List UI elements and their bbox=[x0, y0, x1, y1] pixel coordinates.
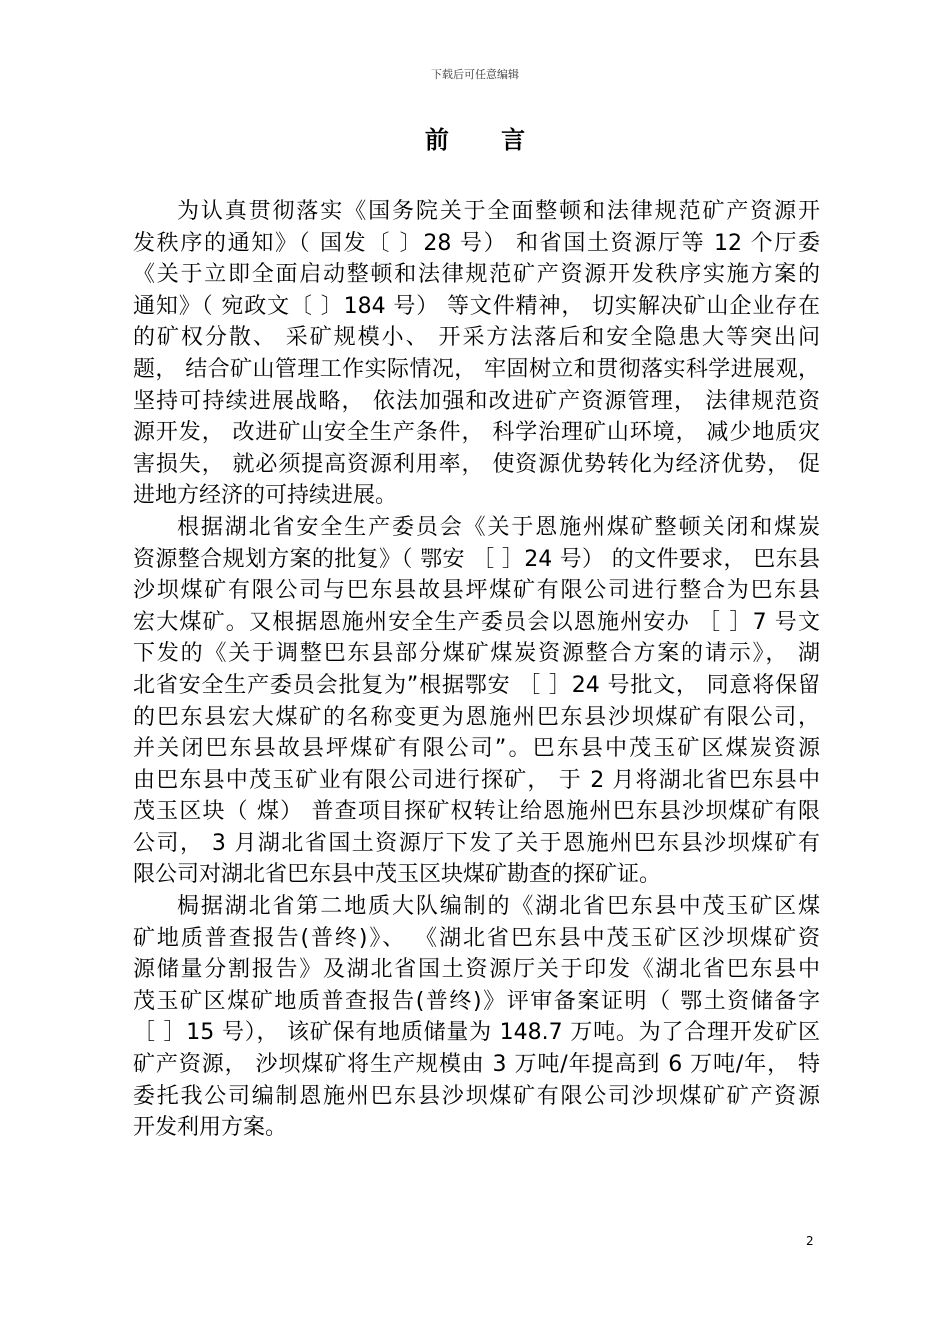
header-note: 下载后可任意编辑 bbox=[431, 68, 519, 81]
text-line: 公司， 3 月湖北省国土资源厅下发了关于恩施州巴东县沙坝煤矿有 bbox=[133, 830, 820, 856]
text-line: 宏大煤矿。又根据恩施州安全生产委员会以恩施州安办 ［ ］7 号文 bbox=[133, 609, 820, 635]
text-line: ［ ］15 号）， 该矿保有地质储量为 148.7 万吨。为了合理开发矿区 bbox=[133, 1020, 820, 1046]
text-line: 矿产资源， 沙坝煤矿将生产规模由 3 万吨/年提高到 6 万吨/年， 特 bbox=[133, 1052, 820, 1078]
text-line: 《关于立即全面启动整顿和法律规范矿产资源开发秩序实施方案的 bbox=[133, 262, 820, 288]
text-line: 由巴东县中茂玉矿业有限公司进行探矿， 于 2 月将湖北省巴东县中 bbox=[133, 767, 820, 793]
text-line: 资源整合规划方案的批复》（ 鄂安 ［ ］24 号） 的文件要求， 巴东县 bbox=[133, 546, 820, 572]
paragraph bbox=[133, 891, 820, 1144]
text-line: 沙坝煤矿有限公司与巴东县故县坪煤矿有限公司进行整合为巴东县 bbox=[133, 578, 820, 604]
text-line: 题， 结合矿山管理工作实际情况， 牢固树立和贯彻落实科学进展观， bbox=[133, 356, 820, 382]
text-line: 为认真贯彻落实《国务院关于全面整顿和法律规范矿产资源开 bbox=[177, 199, 820, 224]
text-line: 委托我公司编制恩施州巴东县沙坝煤矿有限公司沙坝煤矿矿产资源 bbox=[133, 1083, 820, 1109]
text-line: 开发利用方案。 bbox=[133, 1115, 288, 1141]
paragraph bbox=[133, 512, 820, 891]
page-title: 前 言 bbox=[424, 126, 548, 154]
text-line: 进地方经济的可持续进展。 bbox=[133, 483, 398, 509]
page-number: 2 bbox=[806, 1234, 814, 1248]
text-line: 根据湖北省安全生产委员会《关于恩施州煤矿整顿关闭和煤炭 bbox=[177, 514, 820, 540]
text-line: 通知》（ 宛政文〔 〕184 号） 等文件精神， 切实解决矿山企业存在 bbox=[133, 293, 820, 319]
text-line: 下发的《关于调整巴东县部分煤矿煤炭资源整合方案的请示》， 湖 bbox=[133, 641, 820, 667]
text-line: 茂玉区块（ 煤） 普查项目探矿权转让给恩施州巴东县沙坝煤矿有限 bbox=[133, 799, 820, 825]
text-line: 的巴东县宏大煤矿的名称变更为恩施州巴东县沙坝煤矿有限公司， bbox=[133, 704, 820, 730]
text-line: 坚持可持续进展战略， 依法加强和改进矿产资源管理， 法律规范资 bbox=[133, 388, 820, 414]
text-line: 矿地质普查报告(普终)》、 《湖北省巴东县中茂玉矿区沙坝煤矿资 bbox=[133, 925, 820, 951]
paragraph bbox=[133, 196, 820, 512]
text-line: 源开发， 改进矿山安全生产条件， 科学治理矿山环境， 减少地质灾 bbox=[133, 420, 820, 446]
body-text bbox=[133, 196, 820, 1144]
text-line: 的矿权分散、 采矿规模小、 开采方法落后和安全隐患大等突出问 bbox=[133, 325, 820, 351]
text-line: 限公司对湖北省巴东县中茂玉区块煤矿勘查的探矿证。 bbox=[133, 862, 662, 888]
text-line: 发秩序的通知》（ 国发〔 〕28 号） 和省国土资源厅等 12 个厅委 bbox=[133, 230, 820, 256]
text-line: 源储量分割报告》及湖北省国土资源厅关于印发《湖北省巴东县中 bbox=[133, 957, 820, 983]
text-line: 并关闭巴东县故县坪煤矿有限公司”。巴东县中茂玉矿区煤炭资源 bbox=[133, 736, 820, 762]
text-line: 北省安全生产委员会批复为”根据鄂安 ［ ］24 号批文， 同意将保留 bbox=[133, 672, 820, 698]
text-line: 害损失， 就必须提高资源利用率， 使资源优势转化为经济优势， 促 bbox=[133, 451, 820, 477]
text-line: 梮据湖北省第二地质大队编制的《湖北省巴东县中茂玉矿区煤 bbox=[177, 894, 820, 920]
text-line: 茂玉矿区煤矿地质普查报告(普终)》评审备案证明（ 鄂土资储备字 bbox=[133, 988, 820, 1014]
